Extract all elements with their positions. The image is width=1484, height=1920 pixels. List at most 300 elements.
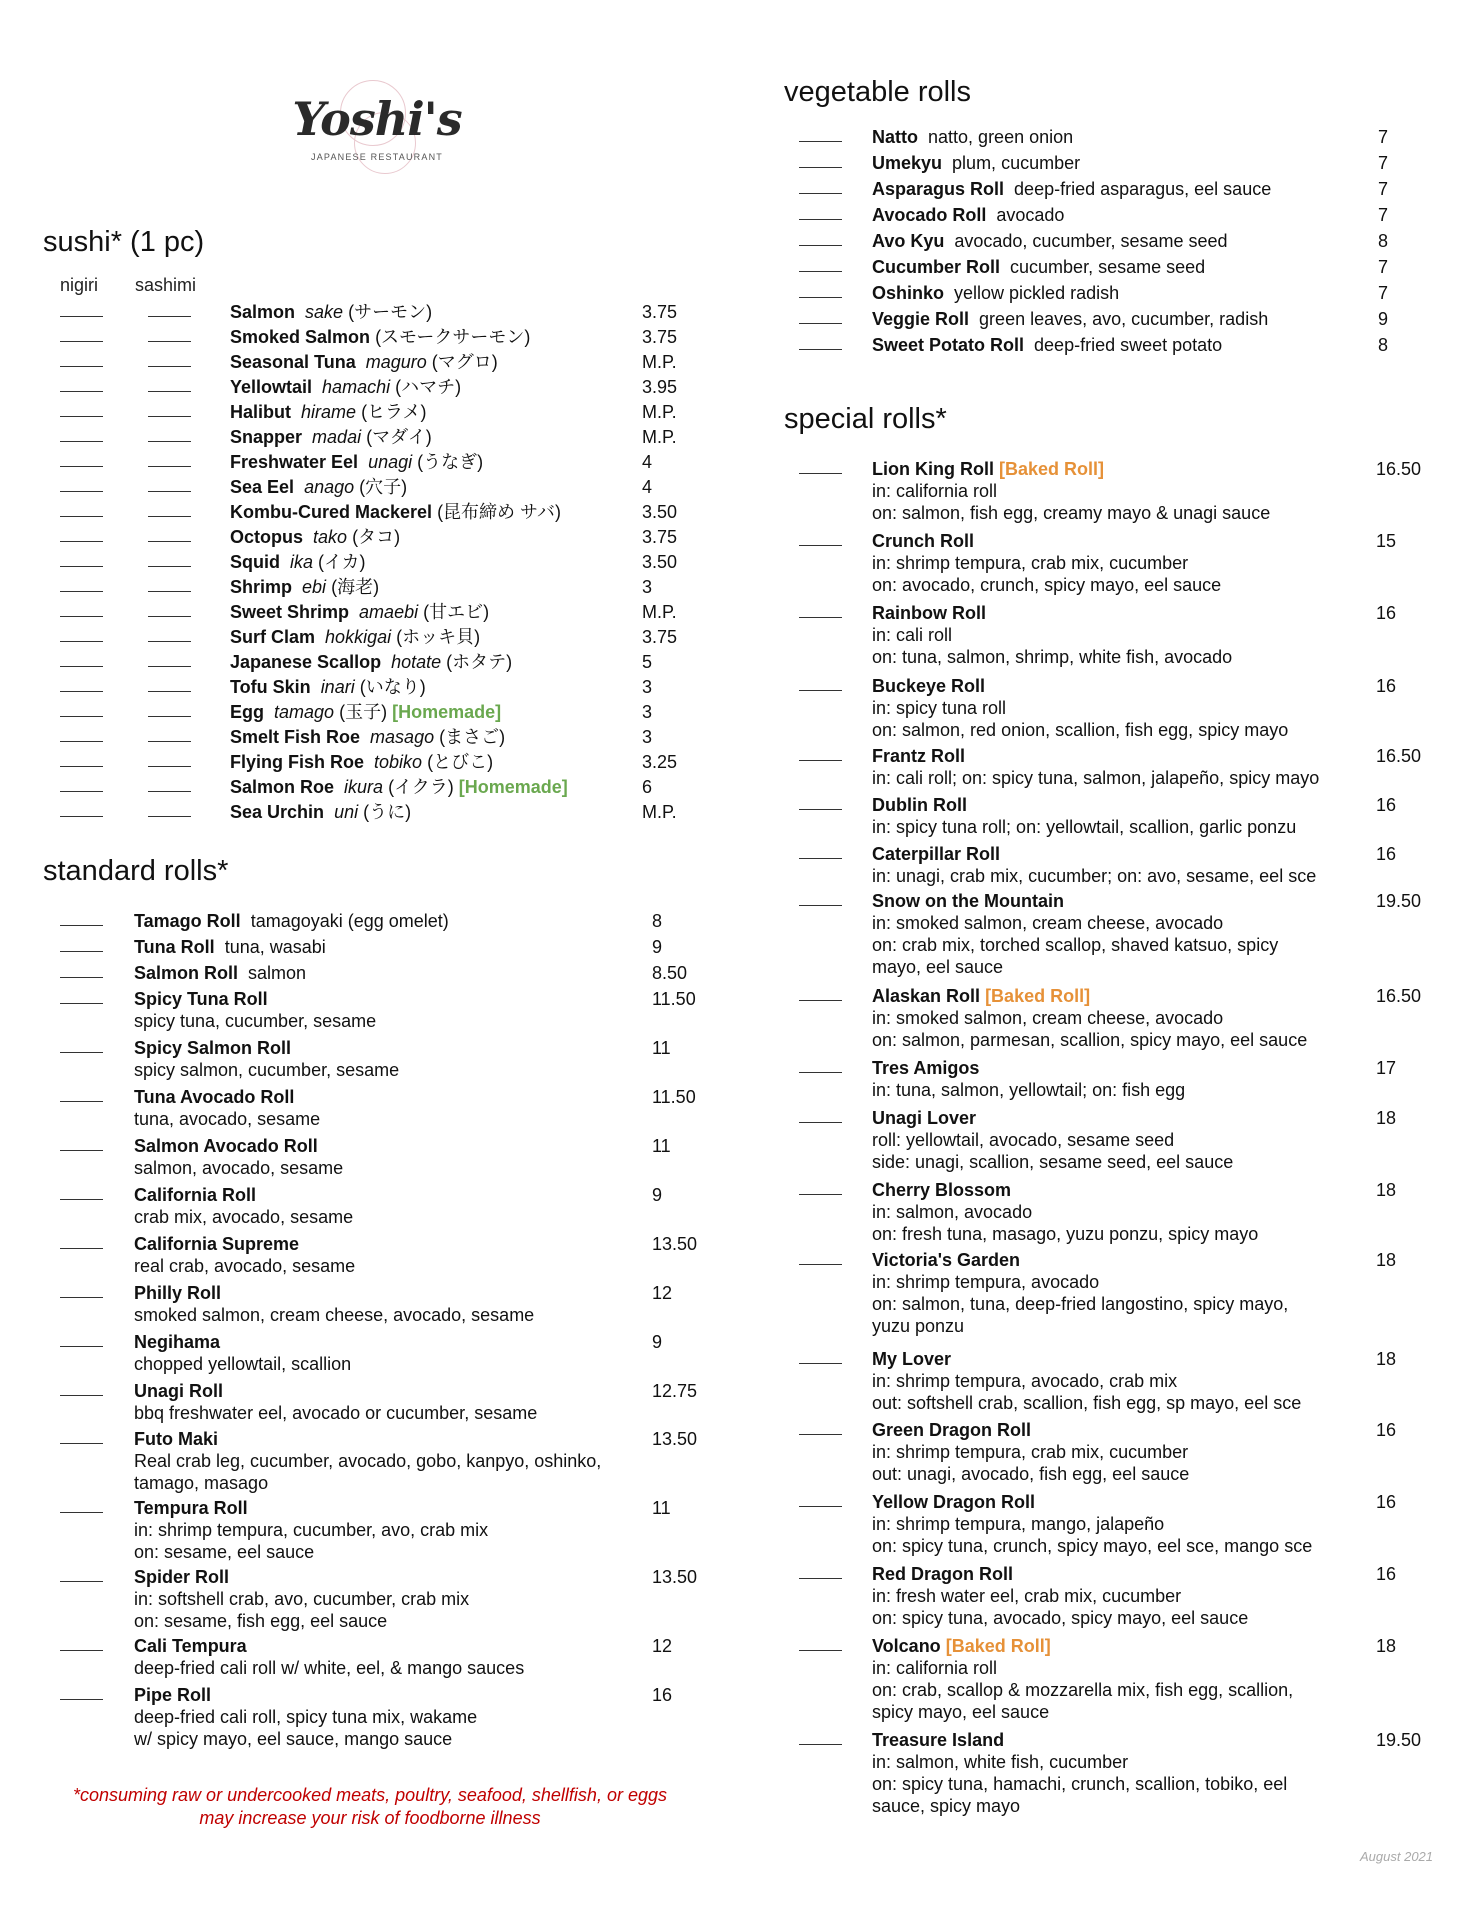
- item-name: Egg: [230, 702, 264, 722]
- roll-title-line: [872, 1563, 1372, 1585]
- roll-price: 7: [1378, 153, 1389, 173]
- roll-description: green leaves, avo, cucumber, radish: [979, 309, 1269, 329]
- roll-name: Salmon Roll: [134, 963, 239, 983]
- nigiri-order-blank[interactable]: [60, 666, 103, 667]
- order-blank[interactable]: [799, 1506, 842, 1507]
- roll-text: [134, 1135, 654, 1179]
- roll-description-line: on: sesame, fish egg, eel sauce: [134, 1611, 388, 1631]
- roll-price: 16: [1376, 676, 1397, 696]
- sashimi-order-blank[interactable]: [148, 316, 191, 317]
- roll-title-line: [134, 1635, 654, 1657]
- roll-price: 16: [1376, 1564, 1397, 1584]
- roll-price: 13.50: [652, 1567, 698, 1587]
- item-name: Smoked Salmon: [230, 327, 371, 347]
- item-price: 3.50: [642, 502, 678, 522]
- roll-name: Red Dragon Roll: [872, 1564, 1014, 1584]
- kana-name: (玉子): [339, 702, 388, 722]
- item-price: 3.75: [642, 627, 678, 647]
- roll-text: [134, 910, 654, 932]
- roll-price: 7: [1378, 257, 1389, 277]
- nigiri-order-blank[interactable]: [60, 341, 103, 342]
- roll-text: [872, 530, 1372, 596]
- japanese-name: hamachi: [322, 377, 391, 397]
- sashimi-order-blank[interactable]: [148, 616, 191, 617]
- logo-subtitle: JAPANESE RESTAURANT: [311, 152, 443, 162]
- sashimi-order-blank[interactable]: [148, 391, 191, 392]
- nigiri-order-blank[interactable]: [60, 616, 103, 617]
- roll-description-line: out: softshell crab, scallion, fish egg, sp mayo, eel sce: [872, 1393, 1302, 1413]
- nigiri-order-blank[interactable]: [60, 316, 103, 317]
- item-price: 3.50: [642, 552, 678, 572]
- sushi-item-text: [230, 776, 568, 798]
- nigiri-order-blank[interactable]: [60, 416, 103, 417]
- roll-name: Salmon Avocado Roll: [134, 1136, 318, 1156]
- order-blank[interactable]: [60, 1395, 103, 1396]
- kana-name: (ヒラメ): [361, 402, 427, 422]
- item-price: 3: [642, 702, 653, 722]
- roll-description-line: on: crab, scallop & mozzarella mix, fish egg, scallion,: [872, 1680, 1294, 1700]
- roll-name: Spicy Salmon Roll: [134, 1038, 292, 1058]
- roll-title-line: [872, 1107, 1372, 1129]
- sushi-item-text: [230, 451, 483, 473]
- order-blank[interactable]: [60, 1297, 103, 1298]
- order-blank[interactable]: [799, 297, 842, 298]
- roll-name: Futo Maki: [134, 1429, 218, 1449]
- item-name: Kombu-Cured Mackerel: [230, 502, 433, 522]
- roll-description: deep-fried sweet potato: [1034, 335, 1223, 355]
- order-blank[interactable]: [60, 1248, 103, 1249]
- sushi-item-text: [230, 501, 561, 523]
- roll-text: [134, 1331, 654, 1375]
- order-blank[interactable]: [799, 167, 842, 168]
- japanese-name: sake: [305, 302, 344, 322]
- order-blank[interactable]: [799, 271, 842, 272]
- order-blank[interactable]: [799, 141, 842, 142]
- roll-price: 8: [1378, 231, 1389, 251]
- roll-price: 11: [652, 1038, 671, 1058]
- roll-text: [134, 1086, 654, 1130]
- roll-description-line: in: california roll: [872, 1658, 998, 1678]
- roll-description-line: chopped yellowtail, scallion: [134, 1354, 352, 1374]
- baked-roll-tag: [Baked Roll]: [945, 1636, 1051, 1656]
- roll-price: 7: [1378, 283, 1389, 303]
- japanese-name: madai: [312, 427, 362, 447]
- restaurant-logo: [292, 72, 462, 182]
- sashimi-order-blank[interactable]: [148, 516, 191, 517]
- roll-name: My Lover: [872, 1349, 952, 1369]
- roll-name: Lion King Roll: [872, 459, 994, 479]
- order-blank[interactable]: [60, 1699, 103, 1700]
- nigiri-order-blank[interactable]: [60, 816, 103, 817]
- nigiri-order-blank[interactable]: [60, 441, 103, 442]
- nigiri-order-blank[interactable]: [60, 466, 103, 467]
- item-name: Tofu Skin: [230, 677, 311, 697]
- roll-text: [872, 1179, 1372, 1245]
- roll-text: [134, 1428, 654, 1494]
- roll-price: 13.50: [652, 1429, 698, 1449]
- japanese-name: tamago: [274, 702, 335, 722]
- item-price: 3: [642, 577, 653, 597]
- sashimi-order-blank[interactable]: [148, 566, 191, 567]
- roll-text: [872, 1635, 1372, 1723]
- sushi-item-text: [230, 726, 505, 748]
- sashimi-order-blank[interactable]: [148, 766, 191, 767]
- roll-price: 11.50: [652, 989, 696, 1009]
- roll-description-line: in: shrimp tempura, crab mix, cucumber: [872, 1442, 1189, 1462]
- order-blank[interactable]: [60, 1443, 103, 1444]
- roll-title-line: [134, 962, 654, 984]
- sushi-section-title: sushi* (1 pc): [43, 226, 205, 258]
- order-blank[interactable]: [799, 1434, 842, 1435]
- roll-description-line: w/ spicy mayo, eel sauce, mango sauce: [134, 1729, 453, 1749]
- nigiri-order-blank[interactable]: [60, 516, 103, 517]
- footnote-line-2: may increase your risk of foodborne illness: [199, 1808, 541, 1828]
- kana-name: (まさご): [439, 727, 506, 747]
- roll-title-line: [134, 988, 654, 1010]
- baked-roll-tag: [Baked Roll]: [985, 986, 1091, 1006]
- order-blank[interactable]: [799, 1194, 842, 1195]
- roll-price: 12: [652, 1636, 673, 1656]
- item-name: Flying Fish Roe: [230, 752, 365, 772]
- roll-text: [134, 1184, 654, 1228]
- order-blank[interactable]: [799, 1363, 842, 1364]
- roll-text: [872, 1729, 1372, 1817]
- health-warning-footnote: [40, 1784, 700, 1830]
- order-blank[interactable]: [799, 760, 842, 761]
- order-blank[interactable]: [799, 617, 842, 618]
- roll-title-line: [872, 985, 1372, 1007]
- order-blank[interactable]: [799, 245, 842, 246]
- kana-name: (とびこ): [427, 752, 494, 772]
- kana-name: (ホタテ): [446, 652, 513, 672]
- roll-price: 18: [1376, 1636, 1397, 1656]
- roll-name: Negihama: [134, 1332, 221, 1352]
- order-blank[interactable]: [799, 1264, 842, 1265]
- item-name: Halibut: [230, 402, 291, 422]
- order-blank[interactable]: [799, 809, 842, 810]
- roll-name: Snow on the Mountain: [872, 891, 1064, 911]
- nigiri-order-blank[interactable]: [60, 691, 103, 692]
- order-blank[interactable]: [60, 951, 103, 952]
- order-blank[interactable]: [60, 1199, 103, 1200]
- baked-roll-tag: [Baked Roll]: [999, 459, 1105, 479]
- roll-price: 7: [1378, 127, 1389, 147]
- order-blank[interactable]: [799, 219, 842, 220]
- roll-price: 17: [1376, 1058, 1397, 1078]
- roll-name: Veggie Roll: [872, 309, 970, 329]
- homemade-tag: [Homemade]: [392, 702, 502, 722]
- item-name: Surf Clam: [230, 627, 316, 647]
- item-price: M.P.: [642, 402, 677, 422]
- roll-text: [872, 1348, 1372, 1414]
- roll-name: Frantz Roll: [872, 746, 965, 766]
- logo-title: Yoshi's: [292, 92, 462, 146]
- roll-name: Alaskan Roll: [872, 986, 981, 1006]
- roll-title-line: [872, 794, 1372, 816]
- roll-text: [134, 1566, 654, 1632]
- order-blank[interactable]: [799, 1578, 842, 1579]
- order-blank[interactable]: [799, 690, 842, 691]
- item-price: M.P.: [642, 602, 677, 622]
- roll-description-line: sauce, spicy mayo: [872, 1796, 1021, 1816]
- nigiri-order-blank[interactable]: [60, 591, 103, 592]
- roll-name: Tuna Roll: [134, 937, 215, 957]
- nigiri-order-blank[interactable]: [60, 641, 103, 642]
- sushi-item-text: [230, 676, 426, 698]
- roll-title-line: [872, 1249, 1372, 1271]
- roll-price: 12: [652, 1283, 673, 1303]
- roll-description-line: in: shrimp tempura, mango, jalapeño: [872, 1514, 1165, 1534]
- kana-name: (ホッキ貝): [396, 627, 481, 647]
- roll-title-line: [134, 1135, 654, 1157]
- sushi-item-text: [230, 651, 512, 673]
- kana-name: (イカ): [318, 552, 366, 572]
- order-blank[interactable]: [799, 1072, 842, 1073]
- roll-description-line: tamago, masago: [134, 1473, 269, 1493]
- kana-name: (イクラ): [388, 777, 454, 797]
- roll-description-line: mayo, eel sauce: [872, 957, 1004, 977]
- japanese-name: unagi: [368, 452, 413, 472]
- kana-name: (うに): [363, 802, 412, 822]
- roll-name: Natto: [872, 127, 918, 147]
- order-blank[interactable]: [60, 1650, 103, 1651]
- roll-description-line: out: unagi, avocado, fish egg, eel sauce: [872, 1464, 1190, 1484]
- roll-description-line: spicy salmon, cucumber, sesame: [134, 1060, 400, 1080]
- roll-title-line: [872, 1729, 1372, 1751]
- nigiri-order-blank[interactable]: [60, 491, 103, 492]
- sashimi-order-blank[interactable]: [148, 341, 191, 342]
- roll-price: 8: [652, 911, 663, 931]
- roll-text: [134, 1497, 654, 1563]
- roll-text: [872, 1057, 1372, 1101]
- item-price: 3.75: [642, 327, 678, 347]
- order-blank[interactable]: [799, 349, 842, 350]
- japanese-name: ebi: [302, 577, 327, 597]
- item-name: Smelt Fish Roe: [230, 727, 361, 747]
- roll-description-line: bbq freshwater eel, avocado or cucumber, sesame: [134, 1403, 538, 1423]
- roll-price: 8.50: [652, 963, 688, 983]
- roll-text: [872, 1491, 1372, 1557]
- roll-description-line: on: avocado, crunch, spicy mayo, eel sauce: [872, 575, 1222, 595]
- order-blank[interactable]: [60, 1101, 103, 1102]
- roll-description-line: in: spicy tuna roll: [872, 698, 1007, 718]
- sushi-item-text: [230, 326, 530, 348]
- japanese-name: hotate: [391, 652, 442, 672]
- sashimi-order-blank[interactable]: [148, 541, 191, 542]
- sashimi-order-blank[interactable]: [148, 816, 191, 817]
- roll-text: [872, 282, 1119, 304]
- order-blank[interactable]: [60, 1512, 103, 1513]
- roll-price: 11: [652, 1136, 671, 1156]
- item-name: Yellowtail: [230, 377, 313, 397]
- roll-description-line: in: salmon, avocado: [872, 1202, 1033, 1222]
- roll-price: 16: [652, 1685, 673, 1705]
- sashimi-order-blank[interactable]: [148, 441, 191, 442]
- kana-name: (甘エビ): [423, 602, 490, 622]
- roll-description: avocado: [996, 205, 1065, 225]
- roll-title-line: [872, 1348, 1372, 1370]
- roll-price: 16: [1376, 795, 1397, 815]
- kana-name: (タコ): [352, 527, 401, 547]
- roll-name: Philly Roll: [134, 1283, 222, 1303]
- roll-text: [134, 1282, 654, 1326]
- roll-price: 13.50: [652, 1234, 698, 1254]
- japanese-name: inari: [320, 677, 355, 697]
- order-blank[interactable]: [60, 1346, 103, 1347]
- roll-name: Yellow Dragon Roll: [872, 1492, 1036, 1512]
- order-blank[interactable]: [60, 1052, 103, 1053]
- sashimi-order-blank[interactable]: [148, 741, 191, 742]
- kana-name: (サーモン): [348, 302, 433, 322]
- order-blank[interactable]: [799, 1744, 842, 1745]
- sushi-item-text: [230, 601, 489, 623]
- nigiri-order-blank[interactable]: [60, 566, 103, 567]
- roll-description-line: on: sesame, eel sauce: [134, 1542, 315, 1562]
- roll-price: 16.50: [1376, 986, 1422, 1006]
- roll-name: Asparagus Roll: [872, 179, 1005, 199]
- nigiri-order-blank[interactable]: [60, 766, 103, 767]
- item-name: Squid: [230, 552, 280, 572]
- item-price: 3: [642, 727, 653, 747]
- roll-title-line: [134, 1037, 654, 1059]
- roll-price: 12.75: [652, 1381, 698, 1401]
- nigiri-order-blank[interactable]: [60, 791, 103, 792]
- roll-text: [872, 152, 1080, 174]
- roll-text: [134, 1684, 654, 1750]
- roll-title-line: [872, 1491, 1372, 1513]
- sashimi-order-blank[interactable]: [148, 791, 191, 792]
- roll-description-line: smoked salmon, cream cheese, avocado, sesame: [134, 1305, 535, 1325]
- sushi-item-text: [230, 376, 461, 398]
- sashimi-order-blank[interactable]: [148, 366, 191, 367]
- roll-text: [134, 1635, 654, 1679]
- roll-description-line: in: shrimp tempura, crab mix, cucumber: [872, 553, 1189, 573]
- roll-description: natto, green onion: [928, 127, 1074, 147]
- roll-name: Cali Tempura: [134, 1636, 247, 1656]
- homemade-tag: [Homemade]: [458, 777, 568, 797]
- roll-text: [872, 1419, 1372, 1485]
- order-blank[interactable]: [799, 858, 842, 859]
- roll-text: [872, 334, 1222, 356]
- roll-title-line: [872, 458, 1372, 480]
- roll-description-line: on: salmon, red onion, scallion, fish egg, spicy mayo: [872, 720, 1289, 740]
- roll-name: Green Dragon Roll: [872, 1420, 1032, 1440]
- order-blank[interactable]: [799, 905, 842, 906]
- sushi-item-text: [230, 751, 493, 773]
- roll-text: [872, 843, 1372, 887]
- roll-text: [872, 1249, 1372, 1337]
- item-name: Freshwater Eel: [230, 452, 359, 472]
- roll-price: 7: [1378, 205, 1389, 225]
- order-blank[interactable]: [60, 1581, 103, 1582]
- kana-name: (マダイ): [366, 427, 432, 447]
- roll-name: Pipe Roll: [134, 1685, 212, 1705]
- roll-name: Unagi Roll: [134, 1381, 223, 1401]
- sashimi-order-blank[interactable]: [148, 491, 191, 492]
- roll-description: yellow pickled radish: [954, 283, 1120, 303]
- sashimi-order-blank[interactable]: [148, 716, 191, 717]
- nigiri-order-blank[interactable]: [60, 716, 103, 717]
- order-blank[interactable]: [799, 1650, 842, 1651]
- sushi-item-text: [230, 426, 432, 448]
- sushi-item-text: [230, 551, 366, 573]
- sushi-item-text: [230, 476, 407, 498]
- roll-title-line: [872, 530, 1372, 552]
- sashimi-order-blank[interactable]: [148, 591, 191, 592]
- item-name: Salmon: [230, 302, 296, 322]
- roll-description: cucumber, sesame seed: [1010, 257, 1206, 277]
- roll-title-line: [134, 1566, 654, 1588]
- roll-text: [872, 204, 1064, 226]
- order-blank[interactable]: [799, 1122, 842, 1123]
- roll-title-line: [872, 745, 1372, 767]
- kana-name: (穴子): [359, 477, 408, 497]
- roll-title-line: [872, 602, 1372, 624]
- nigiri-order-blank[interactable]: [60, 366, 103, 367]
- item-price: M.P.: [642, 427, 677, 447]
- order-blank[interactable]: [60, 925, 103, 926]
- order-blank[interactable]: [60, 1003, 103, 1004]
- roll-name: Umekyu: [872, 153, 943, 173]
- item-name: Octopus: [230, 527, 304, 547]
- order-blank[interactable]: [60, 1150, 103, 1151]
- nigiri-order-blank[interactable]: [60, 391, 103, 392]
- roll-name: Tamago Roll: [134, 911, 241, 931]
- roll-price: 18: [1376, 1108, 1397, 1128]
- roll-price: 8: [1378, 335, 1389, 355]
- roll-price: 16: [1376, 1420, 1397, 1440]
- nigiri-order-blank[interactable]: [60, 541, 103, 542]
- item-price: 3.75: [642, 302, 678, 322]
- kana-name: (うなぎ): [417, 452, 484, 472]
- order-blank[interactable]: [799, 473, 842, 474]
- roll-text: [872, 1107, 1372, 1173]
- item-price: 4: [642, 452, 653, 472]
- sashimi-order-blank[interactable]: [148, 416, 191, 417]
- roll-title-line: [134, 1428, 654, 1450]
- roll-title-line: [872, 843, 1372, 865]
- roll-description-line: in: california roll: [872, 481, 998, 501]
- roll-text: [872, 308, 1268, 330]
- roll-description-line: on: spicy tuna, avocado, spicy mayo, eel sauce: [872, 1608, 1249, 1628]
- order-blank[interactable]: [799, 1000, 842, 1001]
- roll-text: [134, 1380, 654, 1424]
- roll-description: avocado, cucumber, sesame seed: [954, 231, 1228, 251]
- order-blank[interactable]: [799, 323, 842, 324]
- roll-description-line: on: fresh tuna, masago, yuzu ponzu, spicy mayo: [872, 1224, 1259, 1244]
- roll-title-line: [134, 910, 654, 932]
- order-blank[interactable]: [799, 193, 842, 194]
- roll-description-line: Real crab leg, cucumber, avocado, gobo, kanpyo, oshinko,: [134, 1451, 602, 1471]
- sashimi-order-blank[interactable]: [148, 666, 191, 667]
- japanese-name: tobiko: [374, 752, 423, 772]
- sushi-item-text: [230, 801, 411, 823]
- sushi-item-text: [230, 351, 498, 373]
- nigiri-order-blank[interactable]: [60, 741, 103, 742]
- sashimi-order-blank[interactable]: [148, 691, 191, 692]
- roll-text: [872, 985, 1372, 1051]
- order-blank[interactable]: [799, 545, 842, 546]
- roll-price: 16: [1376, 844, 1397, 864]
- sashimi-order-blank[interactable]: [148, 641, 191, 642]
- japanese-name: anago: [304, 477, 355, 497]
- sashimi-order-blank[interactable]: [148, 466, 191, 467]
- roll-description-line: spicy mayo, eel sauce: [872, 1702, 1050, 1722]
- roll-price: 11: [652, 1498, 671, 1518]
- roll-name: Treasure Island: [872, 1730, 1005, 1750]
- order-blank[interactable]: [60, 977, 103, 978]
- roll-title-line: [872, 675, 1372, 697]
